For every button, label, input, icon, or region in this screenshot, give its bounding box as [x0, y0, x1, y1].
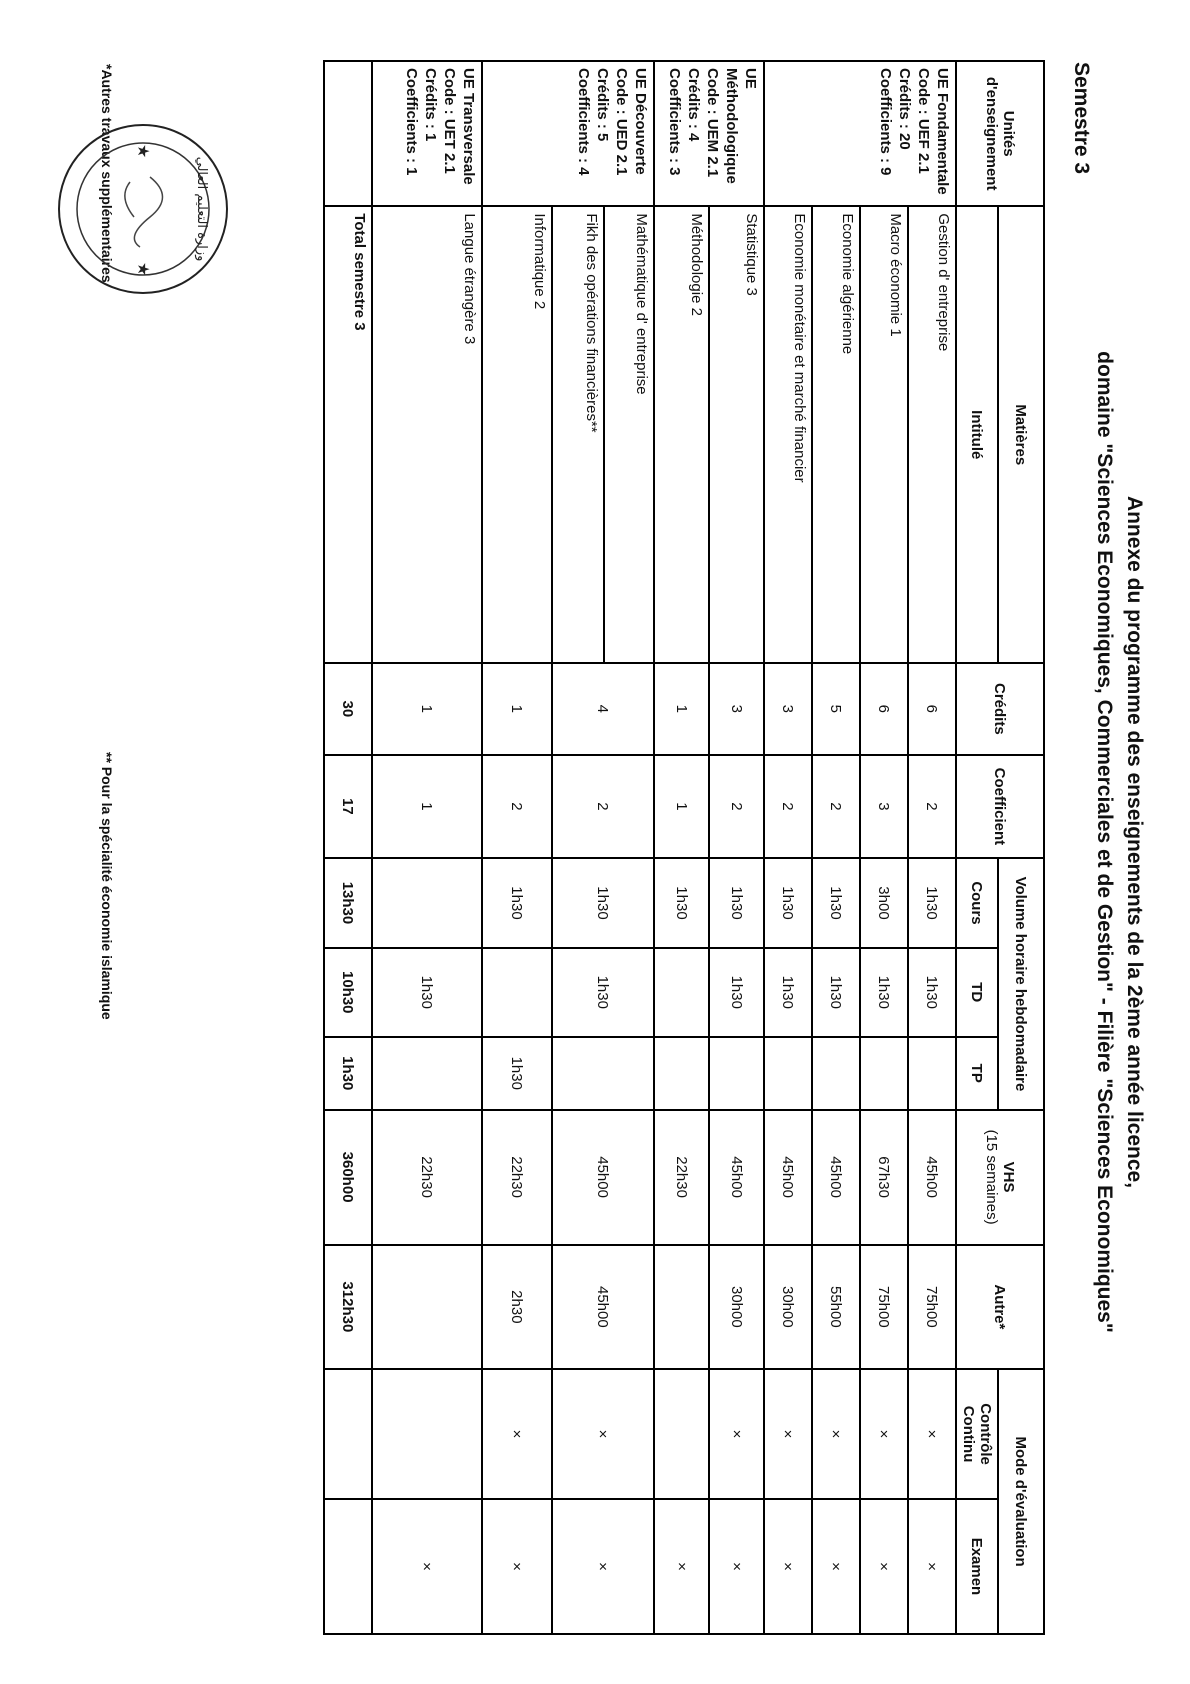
total-cc-empty [324, 1369, 372, 1499]
cc-cell: × [552, 1369, 654, 1499]
tp-cell [812, 1037, 860, 1110]
total-exam-empty [324, 1499, 372, 1634]
unit-credits: Crédits : 1 [422, 68, 439, 142]
intitule-cell: Statistique 3 [709, 206, 764, 663]
table-row [654, 61, 709, 1634]
tp-cell [908, 1037, 956, 1110]
td-cell [482, 948, 552, 1037]
semester-label: Semestre 3 [1070, 62, 1093, 175]
total-label: Total semestre 3 [324, 206, 372, 663]
unit-code: Code : UET 2.1 [441, 68, 458, 174]
autre-cell: 30h00 [709, 1245, 764, 1370]
total-td: 10h30 [324, 948, 372, 1037]
cours-cell: 1h30 [812, 858, 860, 947]
footnote-specialite: ** Pour la spécialité économie islamique [99, 752, 115, 1020]
intitule-cell: Langue étrangère 3 [372, 206, 482, 663]
header-volume: Volume horaire hebdomadaire [998, 858, 1044, 1109]
autre-cell: 30h00 [764, 1245, 812, 1370]
cours-cell: 1h30 [908, 858, 956, 947]
vhs-sub-label: (15 semaines) [983, 1129, 1000, 1225]
table-row [482, 61, 552, 1634]
title-line-1: Annexe du programme des enseignements de la 2ème année licence, [1123, 495, 1146, 1189]
total-vhs: 360h00 [324, 1110, 372, 1245]
intitule-cell: Gestion d' entreprise [908, 206, 956, 663]
coef-cell: 1 [654, 755, 709, 859]
header-examen: Examen [956, 1499, 998, 1634]
tp-cell [764, 1037, 812, 1110]
coef-cell: 1 [372, 755, 482, 859]
exam-cell: × [764, 1499, 812, 1634]
unit-cell-ued [482, 61, 654, 206]
stamp-star-icon: ★ [134, 144, 151, 159]
table-row [552, 61, 654, 1634]
header-units: Unités d'enseignement [956, 61, 1044, 206]
header-row-1 [998, 61, 1044, 1634]
credits-cell: 1 [482, 663, 552, 754]
unit-name: UE Transversale [460, 68, 477, 185]
autre-cell: 2h30 [482, 1245, 552, 1370]
unit-name: UE Méthodologique [723, 68, 759, 184]
tp-cell [372, 1037, 482, 1110]
rotated-document-page [35, 22, 1155, 1662]
vhs-cell: 45h00 [709, 1110, 764, 1245]
cc-cell: × [908, 1369, 956, 1499]
cours-cell [372, 858, 482, 947]
coef-cell: 2 [812, 755, 860, 859]
table-row [372, 61, 482, 1634]
intitule-cell-split [552, 206, 654, 663]
total-empty-cell [324, 61, 372, 206]
credits-cell: 6 [908, 663, 956, 754]
cc-cell: × [860, 1369, 908, 1499]
unit-credits: Crédits : 5 [594, 68, 611, 142]
header-credits: Crédits [956, 663, 1044, 754]
footnote-autres: *Autres travaux supplémentaires [99, 64, 115, 283]
header-controle-continu: Contrôle Continu [956, 1369, 998, 1499]
table-row [764, 61, 812, 1634]
td-cell: 1h30 [552, 948, 654, 1037]
cc-cell: × [709, 1369, 764, 1499]
cours-cell: 1h30 [709, 858, 764, 947]
autre-cell [654, 1245, 709, 1370]
exam-cell: × [860, 1499, 908, 1634]
table-row [709, 61, 764, 1634]
vhs-cell: 22h30 [372, 1110, 482, 1245]
vhs-cell: 22h30 [654, 1110, 709, 1245]
header-mode-evaluation: Mode d'évaluation [998, 1369, 1044, 1634]
vhs-cell: 67h30 [860, 1110, 908, 1245]
total-autre: 312h30 [324, 1245, 372, 1370]
total-cours: 13h30 [324, 858, 372, 947]
autre-cell: 75h00 [860, 1245, 908, 1370]
credits-cell: 3 [709, 663, 764, 754]
unit-code: Code : UEF 2.1 [915, 68, 932, 174]
vhs-cell: 45h00 [764, 1110, 812, 1245]
header-vhs [956, 1110, 1044, 1245]
autre-cell [372, 1245, 482, 1370]
intitule-mathematique: Mathématique d' entreprise [603, 207, 653, 662]
cc-cell [372, 1369, 482, 1499]
credits-cell: 1 [372, 663, 482, 754]
exam-cell: × [552, 1499, 654, 1634]
autre-cell: 55h00 [812, 1245, 860, 1370]
cours-cell: 1h30 [552, 858, 654, 947]
coef-cell: 2 [764, 755, 812, 859]
cc-cell [654, 1369, 709, 1499]
official-stamp [55, 122, 230, 297]
unit-coefficients: Coefficients : 4 [575, 68, 592, 176]
vhs-cell: 45h00 [552, 1110, 654, 1245]
credits-cell: 3 [764, 663, 812, 754]
vhs-cell: 45h00 [812, 1110, 860, 1245]
autre-cell: 75h00 [908, 1245, 956, 1370]
cours-cell: 3h00 [860, 858, 908, 947]
unit-cell-uem [654, 61, 764, 206]
cours-cell: 1h30 [482, 858, 552, 947]
tp-cell [860, 1037, 908, 1110]
coef-cell: 2 [709, 755, 764, 859]
tp-cell [709, 1037, 764, 1110]
table-row [860, 61, 908, 1634]
exam-cell: × [482, 1499, 552, 1634]
vhs-cell: 45h00 [908, 1110, 956, 1245]
unit-name: UE Fondamentale [934, 68, 951, 195]
unit-code: Code : UED 2.1 [613, 68, 630, 176]
header-autre: Autre* [956, 1245, 1044, 1370]
unit-name: UE Découverte [632, 68, 649, 175]
intitule-cell: Méthodologie 2 [654, 206, 709, 663]
coef-cell: 2 [482, 755, 552, 859]
cours-cell: 1h30 [764, 858, 812, 947]
intitule-cell: Economie monétaire et marché financier [764, 206, 812, 663]
credits-cell: 4 [552, 663, 654, 754]
total-tp: 1h30 [324, 1037, 372, 1110]
credits-cell: 6 [860, 663, 908, 754]
tp-cell [552, 1037, 654, 1110]
intitule-cell: Economie algérienne [812, 206, 860, 663]
header-matieres: Matières [998, 206, 1044, 663]
exam-cell: × [908, 1499, 956, 1634]
td-cell: 1h30 [860, 948, 908, 1037]
cours-cell: 1h30 [654, 858, 709, 947]
vhs-label: VHS [1000, 1161, 1017, 1193]
exam-cell: × [654, 1499, 709, 1634]
exam-cell: × [709, 1499, 764, 1634]
exam-cell: × [812, 1499, 860, 1634]
table-row [812, 61, 860, 1634]
coef-cell: 2 [552, 755, 654, 859]
table-row [908, 61, 956, 1634]
header-cours: Cours [956, 858, 998, 947]
cc-cell: × [764, 1369, 812, 1499]
stamp-text: وزارة التعليم العالي [194, 156, 209, 262]
unit-credits: Crédits : 20 [896, 68, 913, 150]
td-cell: 1h30 [812, 948, 860, 1037]
credits-cell: 1 [654, 663, 709, 754]
unit-cell-uet [372, 61, 482, 206]
title-line-2: domaine "Sciences Economiques, Commerciales et de Gestion" - Filière "Sciences Economiques" [1093, 351, 1116, 1333]
autre-cell: 45h00 [552, 1245, 654, 1370]
header-td: TD [956, 948, 998, 1037]
unit-code: Code : UEM 2.1 [704, 68, 721, 178]
header-intitule: Intitulé [956, 206, 998, 663]
intitule-cell: Macro économie 1 [860, 206, 908, 663]
exam-cell: × [372, 1499, 482, 1634]
total-credits: 30 [324, 663, 372, 754]
stamp-star-icon: ★ [134, 262, 151, 277]
unit-credits: Crédits : 4 [685, 68, 702, 142]
unit-coefficients: Coefficients : 9 [877, 68, 894, 176]
cc-cell: × [482, 1369, 552, 1499]
tp-cell: 1h30 [482, 1037, 552, 1110]
unit-cell-uef [764, 61, 956, 206]
coef-cell: 3 [860, 755, 908, 859]
td-cell: 1h30 [764, 948, 812, 1037]
credits-cell: 5 [812, 663, 860, 754]
unit-coefficients: Coefficients : 3 [666, 68, 683, 176]
header-tp: TP [956, 1037, 998, 1110]
unit-coefficients: Coefficients : 1 [403, 68, 420, 176]
intitule-fikh: Fikh des opérations financières** [583, 213, 600, 433]
coef-cell: 2 [908, 755, 956, 859]
total-coef: 17 [324, 755, 372, 859]
document-title [1089, 182, 1149, 1502]
curriculum-table [323, 60, 1045, 1635]
cc-cell: × [812, 1369, 860, 1499]
td-cell: 1h30 [709, 948, 764, 1037]
tp-cell [654, 1037, 709, 1110]
td-cell: 1h30 [908, 948, 956, 1037]
td-cell: 1h30 [372, 948, 482, 1037]
header-coefficient: Coefficient [956, 755, 1044, 859]
intitule-cell: Informatique 2 [482, 206, 552, 663]
td-cell [654, 948, 709, 1037]
total-row [324, 61, 372, 1634]
vhs-cell: 22h30 [482, 1110, 552, 1245]
